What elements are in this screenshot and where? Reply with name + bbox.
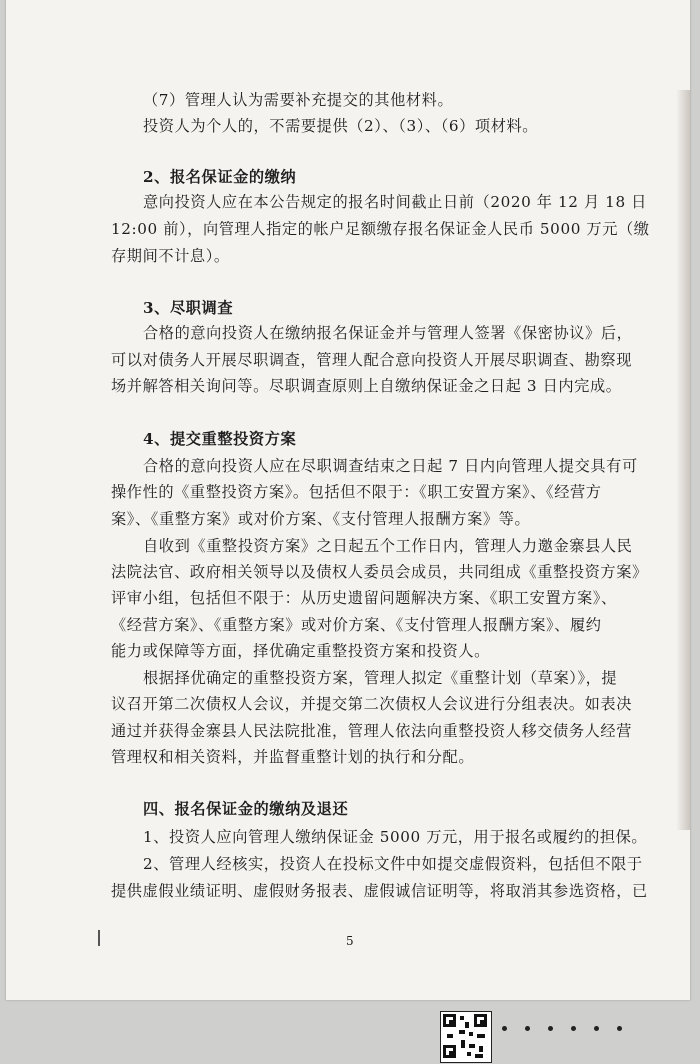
section-heading: 四、报名保证金的缴纳及退还 bbox=[143, 800, 349, 818]
dot-icon bbox=[594, 1026, 599, 1031]
page-number: 5 bbox=[346, 934, 354, 948]
margin-mark bbox=[98, 930, 100, 946]
text-line: 能力或保障等方面，择优确定重整投资方案和投资人。 bbox=[111, 642, 490, 660]
section-heading: 4、提交重整投资方案 bbox=[143, 430, 297, 448]
dot-icon bbox=[525, 1026, 530, 1031]
qr-code-icon bbox=[440, 1011, 492, 1063]
text-line: 合格的意向投资人在缴纳报名保证金并与管理人签署《保密协议》后， bbox=[143, 324, 633, 342]
dot-icon bbox=[571, 1026, 576, 1031]
section-heading: 3、尽职调查 bbox=[143, 299, 234, 317]
text-line: 1、投资人应向管理人缴纳保证金 5000 万元，用于报名或履约的担保。 bbox=[143, 828, 648, 846]
text-line: 通过并获得金寨县人民法院批准，管理人依法向重整投资人移交债务人经营 bbox=[111, 722, 632, 740]
text-line: 案》、《重整方案》或对价方案、《支付管理人报酬方案》等。 bbox=[111, 510, 531, 528]
text-line: 场并解答相关询问等。尽职调查原则上自缴纳保证金之日起 3 日内完成。 bbox=[111, 377, 622, 395]
text-line: 法院法官、政府相关领导以及债权人委员会成员，共同组成《重整投资方案》 bbox=[111, 563, 648, 581]
text-line: 12:00 前），向管理人指定的帐户足额缴存报名保证金人民币 5000 万元（缴 bbox=[111, 220, 650, 238]
document-page bbox=[6, 0, 690, 1000]
dot-icon bbox=[548, 1026, 553, 1031]
page-edge-stain bbox=[676, 90, 690, 830]
section-heading: 2、报名保证金的缴纳 bbox=[143, 168, 297, 186]
dot-row bbox=[502, 1026, 622, 1031]
text-line: （7）管理人认为需要补充提交的其他材料。 bbox=[143, 91, 454, 109]
text-line: 自收到《重整投资方案》之日起五个工作日内，管理人力邀金寨县人民 bbox=[143, 537, 633, 555]
text-line: 可以对债务人开展尽职调查，管理人配合意向投资人开展尽职调查、勘察现 bbox=[111, 351, 632, 369]
dot-icon bbox=[502, 1026, 507, 1031]
text-line: 2、管理人经核实，投资人在投标文件中如提交虚假资料，包括但不限于 bbox=[143, 855, 643, 873]
text-line: 存期间不计息）。 bbox=[111, 247, 230, 265]
text-line: 意向投资人应在本公告规定的报名时间截止日前（2020 年 12 月 18 日 bbox=[143, 193, 647, 211]
text-line: 操作性的《重整投资方案》。包括但不限于：《职工安置方案》、《经营方 bbox=[111, 483, 602, 501]
text-line: 投资人为个人的，不需要提供（2）、（3）、（6）项材料。 bbox=[143, 117, 539, 135]
text-line: 合格的意向投资人应在尽职调查结束之日起 7 日内向管理人提交具有可 bbox=[143, 457, 638, 475]
text-line: 管理权和相关资料，并监督重整计划的执行和分配。 bbox=[111, 748, 475, 766]
text-line: 评审小组，包括但不限于：从历史遗留问题解决方案、《职工安置方案》、 bbox=[111, 589, 617, 607]
text-line: 提供虚假业绩证明、虚假财务报表、虚假诚信证明等，将取消其参选资格，已 bbox=[111, 882, 648, 900]
dot-icon bbox=[617, 1026, 622, 1031]
text-line: 《经营方案》、《重整方案》或对价方案、《支付管理人报酬方案》、履约 bbox=[111, 616, 602, 634]
text-line: 议召开第二次债权人会议，并提交第二次债权人会议进行分组表决。如表决 bbox=[111, 695, 632, 713]
text-line: 根据择优确定的重整投资方案，管理人拟定《重整计划（草案）》，提 bbox=[143, 669, 618, 687]
